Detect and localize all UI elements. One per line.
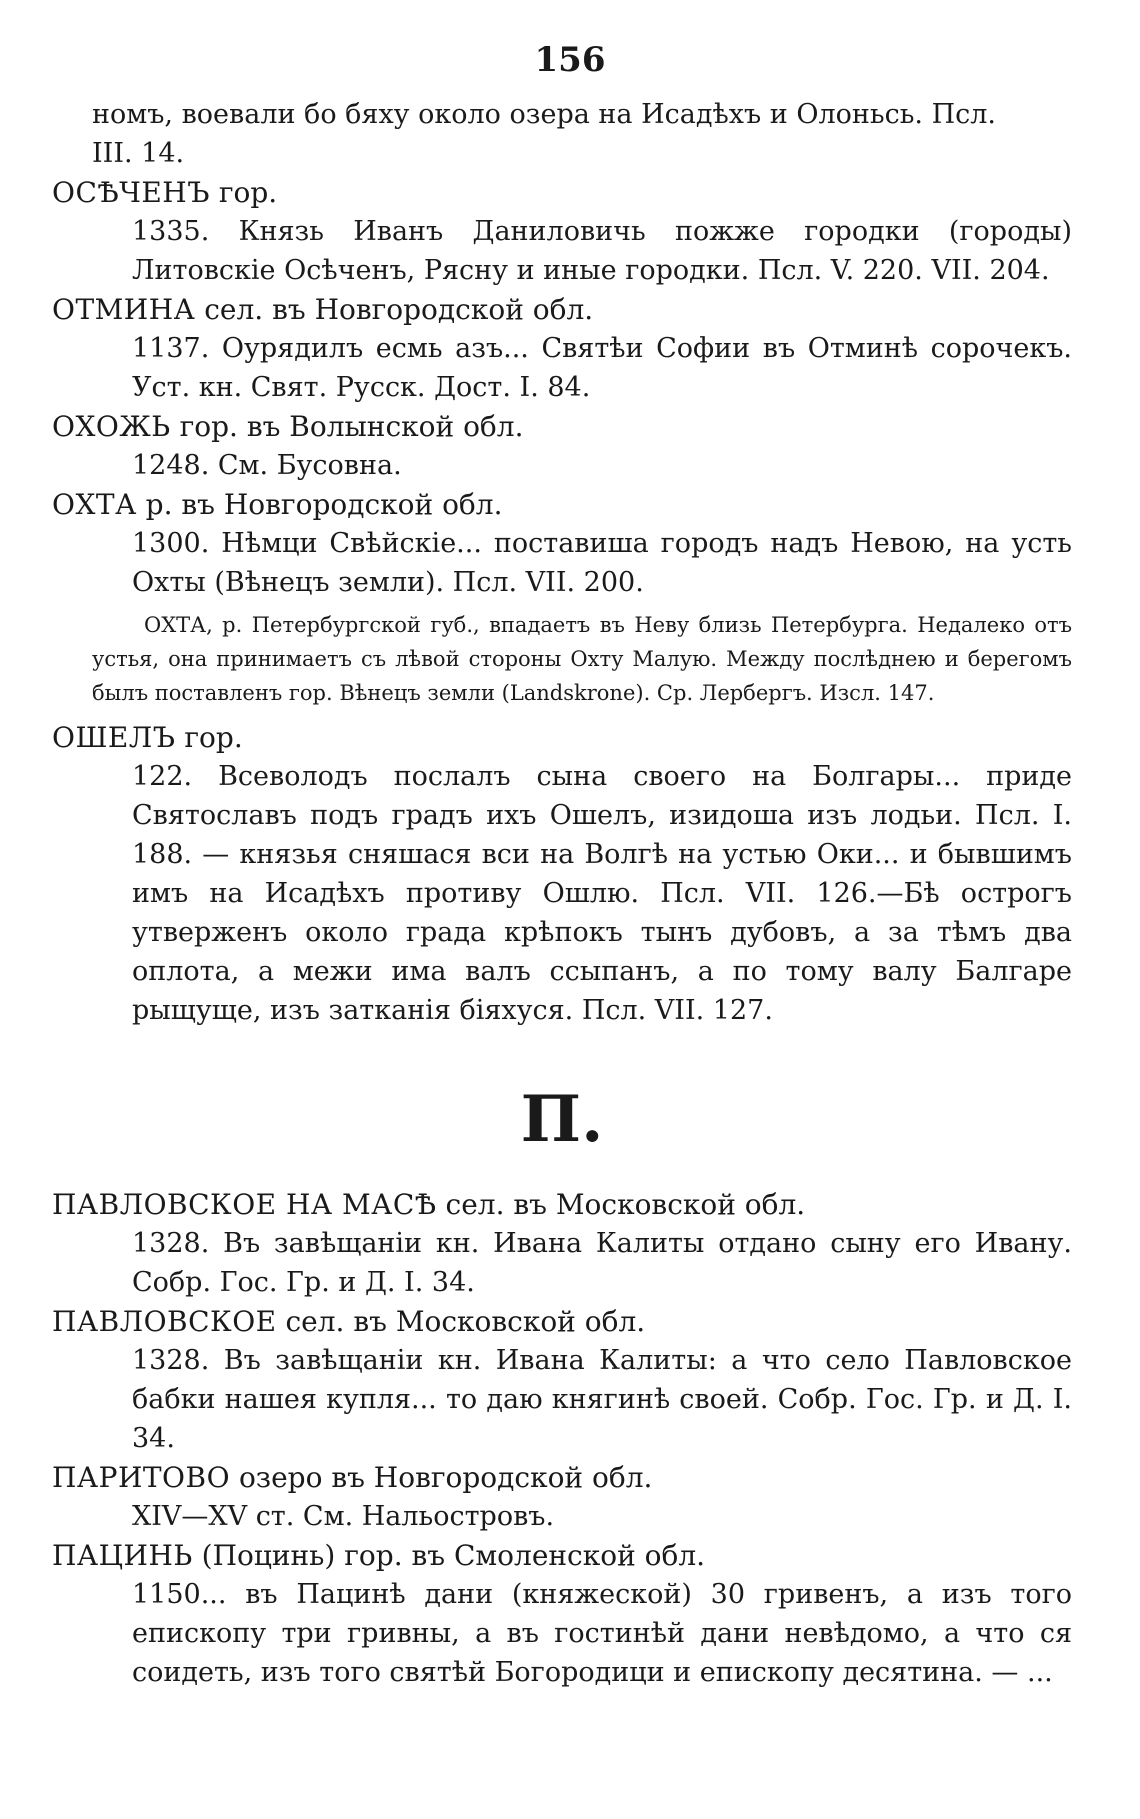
headword: ПАВЛОВСКОЕ (52, 1305, 277, 1338)
entry-ohta (52, 485, 1072, 710)
headword-desc: сел. въ Новгородской обл. (195, 293, 594, 326)
entry-heading (52, 1458, 1072, 1497)
entry-heading (52, 407, 1072, 446)
entry-heading (52, 485, 1072, 524)
headword-desc: гор. въ Волынской обл. (170, 410, 524, 443)
entry-heading (52, 718, 1072, 757)
entry-heading (52, 1185, 1072, 1224)
headword-desc: гор. (175, 721, 243, 754)
entry-text: 1300. Нѣмци Свѣйскіе... поставиша городъ надъ Невою, на усть Охты (Вѣнецъ земли). Псл. VII. 200. (132, 528, 1072, 598)
headword-desc: сел. въ Московской обл. (276, 1305, 646, 1338)
footnote: ОХТА, р. Петербургской губ., впадаетъ въ Неву близь Петербурга. Недалеко отъ устья, она принимаетъ съ лѣвой стороны Охту Малую. Между послѣднею и берегомъ былъ поставленъ гор. Вѣнецъ земли (Landskrone). Ср. Лербергъ. Изсл. 147. (92, 613, 1072, 705)
entry-heading (52, 1536, 1072, 1575)
headword: ОХТА (52, 488, 137, 521)
headword-desc: (Поцинь) гор. въ Смоленской обл. (192, 1539, 706, 1572)
headword: ОХОЖЬ (52, 410, 171, 443)
entry-paritovo (52, 1458, 1072, 1536)
headword-desc: гор. (209, 176, 278, 209)
entry-pacin (52, 1536, 1072, 1692)
section-letter: П. (520, 1082, 604, 1157)
headword: ПАЦИНЬ (52, 1539, 193, 1572)
entry-heading (52, 173, 1072, 212)
headword-desc: сел. въ Московской обл. (436, 1188, 806, 1221)
entry-osechen (52, 173, 1072, 290)
entry-heading (52, 290, 1072, 329)
headword: ОСѢЧЕНЪ (52, 176, 210, 209)
entry-text: XIV—XV ст. См. Нальостровъ. (132, 1501, 555, 1532)
entry-text: 1328. Въ завѣщаніи кн. Ивана Калиты: а что село Павловское бабки нашея купля... то даю княгинѣ своей. Собр. Гос. Гр. и Д. І. 34. (132, 1345, 1072, 1454)
entry-text: 1328. Въ завѣщаніи кн. Ивана Калиты отдано сыну его Ивану. Собр. Гос. Гр. и Д. I. 34. (132, 1228, 1072, 1298)
continuation-line: III. 14. (92, 138, 185, 169)
page-number: 156 (534, 40, 606, 80)
headword: ПАРИТОВО (52, 1461, 231, 1494)
headword: ОШЕЛЪ (52, 721, 176, 754)
entry-otmina (52, 290, 1072, 407)
headword-desc: р. въ Новгородской обл. (136, 488, 503, 521)
page-content (52, 95, 1072, 1692)
entry-ohozh (52, 407, 1072, 485)
entry-text: 1335. Князь Иванъ Даниловичь пожже городки (городы) Литовскіе Осѣченъ, Рясну и иные городки. Псл. V. 220. VII. 204. (132, 216, 1072, 286)
entry-heading (52, 1302, 1072, 1341)
entry-pavlovskoe-na-mase (52, 1185, 1072, 1302)
continuation-line: номъ, воевали бо бяху около озера на Исадѣхъ и Олоньсь. Псл. (92, 99, 996, 130)
headword-desc: озеро въ Новгородской обл. (230, 1461, 653, 1494)
entry-text: 122. Всеволодъ послалъ сына своего на Болгары... приде Святославъ подъ градъ ихъ Ошелъ, изидоша изъ лодьи. Псл. I. 188. — князья сняшася вси на Волгѣ на устью Оки... и бывшимъ имъ на Исадѣхъ противу Ошлю. Псл. VII. 126.—Бѣ острогъ утверженъ около града крѣпокъ тынъ дубовъ, а за тѣмъ два оплота, а межи има валъ ссыпанъ, а по тому валу Балгаре рыщуще, изъ затканія біяхуся. Псл. VII. 127. (132, 761, 1072, 1026)
headword: ПАВЛОВСКОЕ НА МАСѢ (52, 1188, 437, 1221)
entry-text: 1150... въ Пацинѣ дани (княжеской) 30 гривенъ, а изъ того епископу три гривны, а въ гостинѣй дани невѣдомо, а что ся соидеть, изъ того святѣй Богородици и епископу десятина. — ... (132, 1579, 1072, 1688)
entry-text: 1248. См. Бусовна. (132, 450, 402, 481)
entry-oshel (52, 718, 1072, 1030)
headword: ОТМИНА (52, 293, 196, 326)
entry-text: 1137. Оурядилъ есмь азъ... Святѣи Софии въ Отминѣ сорочекъ. Уст. кн. Свят. Русск. Дост. І. 84. (132, 333, 1072, 403)
entry-pavlovskoe (52, 1302, 1072, 1458)
